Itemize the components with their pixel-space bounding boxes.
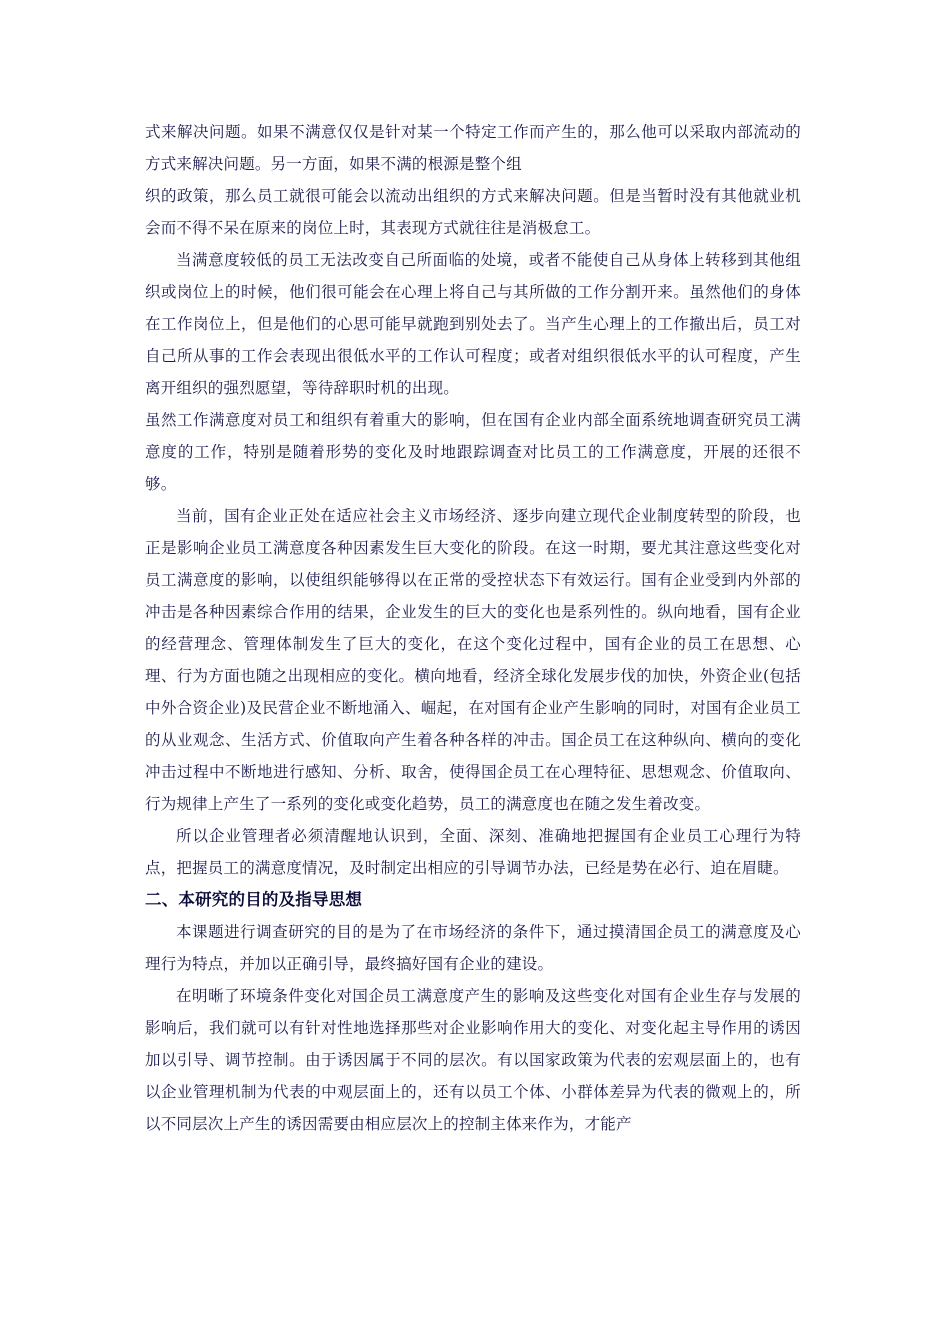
paragraph-1: 式来解决问题。如果不满意仅仅是针对某一个特定工作而产生的，那么他可以采取内部流动的方式来解决问题。另一方面，如果不满的根源是整个组 bbox=[145, 123, 801, 173]
paragraph-7: 本课题进行调查研究的目的是为了在市场经济的条件下，通过摸清国企员工的满意度及心理行为特点，并加以正确引导，最终搞好国有企业的建设。 bbox=[145, 923, 801, 973]
paragraph-6: 所以企业管理者必须清醒地认识到，全面、深刻、准确地把握国有企业员工心理行为特点，把握员工的满意度情况，及时制定出相应的引导调节办法，已经是势在必行、迫在眉睫。 bbox=[145, 827, 801, 877]
paragraph-5: 当前，国有企业正处在适应社会主义市场经济、逐步向建立现代企业制度转型的阶段，也正是影响企业员工满意度各种因素发生巨大变化的阶段。在这一时期，要尤其注意这些变化对员工满意度的影响，以使组织能够得以在正常的受控状态下有效运行。国有企业受到内外部的冲击是各种因素综合作用的结果，企业发生的巨大的变化也是系列性的。纵向地看，国有企业的经营理念、管理体制发生了巨大的变化，在这个变化过程中，国有企业的员工在思想、心理、行为方面也随之出现相应的变化。横向地看，经济全球化发展步伐的加快，外资企业(包括中外合资企业)及民营企业不断地涌入、崛起，在对国有企业产生影响的同时，对国有企业员工的从业观念、生活方式、价值取向产生着各种各样的冲击。国企员工在这种纵向、横向的变化冲击过程中不断地进行感知、分析、取舍，使得国企员工在心理特征、思想观念、价值取向、行为规律上产生了一系列的变化或变化趋势，员工的满意度也在随之发生着改变。 bbox=[145, 507, 801, 813]
paragraph-4: 虽然工作满意度对员工和组织有着重大的影响，但在国有企业内部全面系统地调查研究员工满意度的工作，特别是随着形势的变化及时地跟踪调查对比员工的工作满意度，开展的还很不够。 bbox=[145, 411, 801, 493]
paragraph-2: 织的政策，那么员工就很可能会以流动出组织的方式来解决问题。但是当暂时没有其他就业机会而不得不呆在原来的岗位上时，其表现方式就往往是消极怠工。 bbox=[145, 187, 801, 237]
paragraph-8: 在明晰了环境条件变化对国企员工满意度产生的影响及这些变化对国有企业生存与发展的影响后，我们就可以有针对性地选择那些对企业影响作用大的变化、对变化起主导作用的诱因加以引导、调节控制。由于诱因属于不同的层次。有以国家政策为代表的宏观层面上的，也有以企业管理机制为代表的中观层面上的，还有以员工个体、小群体差异为代表的微观上的，所以不同层次上产生的诱因需要由相应层次上的控制主体来作为，才能产 bbox=[145, 987, 801, 1133]
paragraph-3: 当满意度较低的员工无法改变自己所面临的处境，或者不能使自己从身体上转移到其他组织或岗位上的时候，他们很可能会在心理上将自己与其所做的工作分割开来。虽然他们的身体在工作岗位上，但是他们的心思可能早就跑到别处去了。当产生心理上的工作撤出后，员工对自己所从事的工作会表现出很低水平的工作认可程度；或者对组织很低水平的认可程度，产生离开组织的强烈愿望，等待辞职时机的出现。 bbox=[145, 251, 801, 397]
section-heading: 二、本研究的目的及指导思想 bbox=[145, 890, 363, 909]
document-body bbox=[145, 116, 801, 1140]
